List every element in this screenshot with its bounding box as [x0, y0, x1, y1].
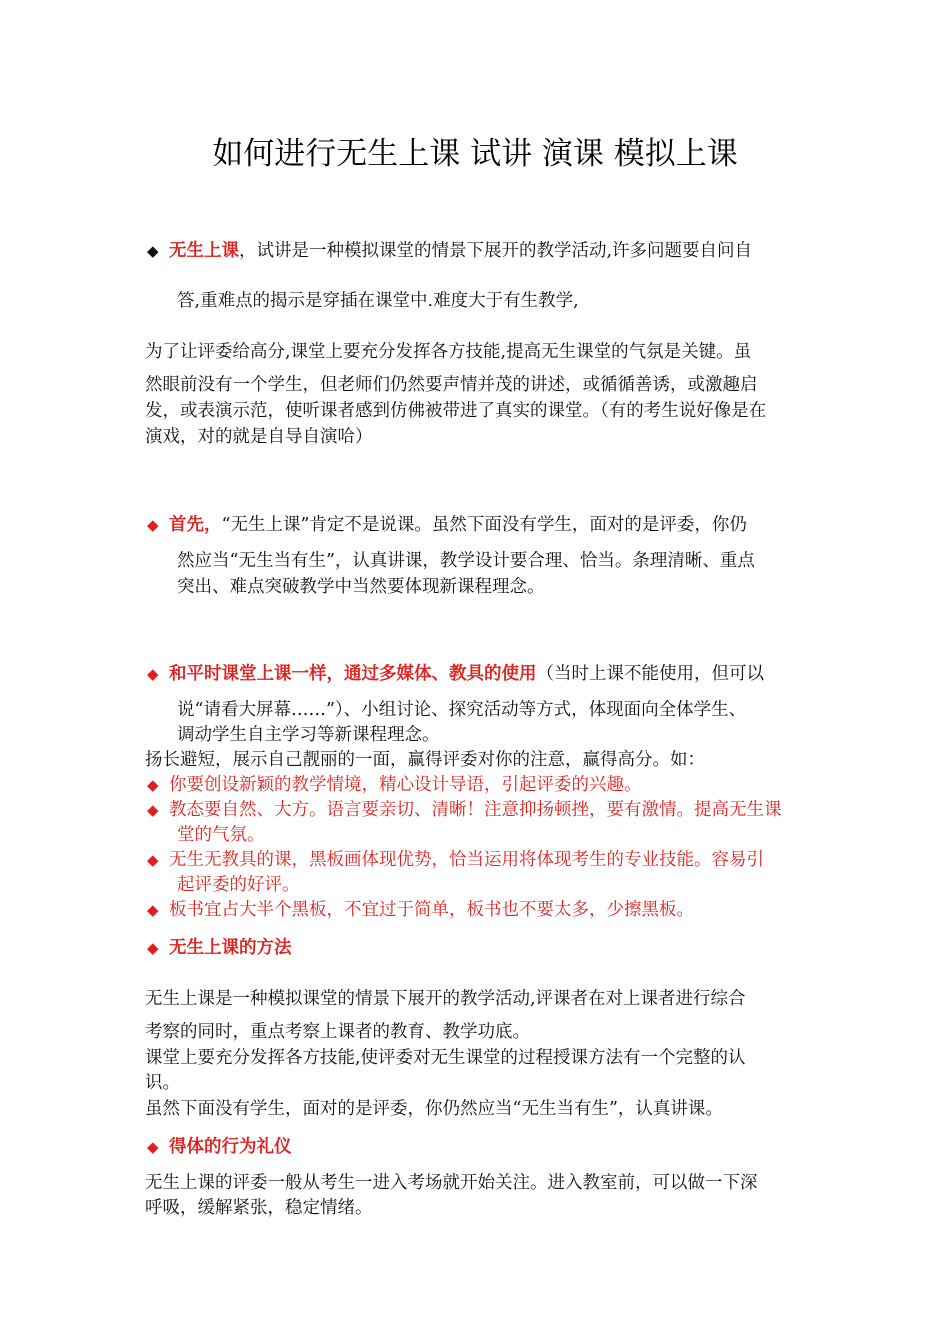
tip-1: ◆ 你要创设新颖的教学情境，精心设计导语，引起评委的兴趣。 [147, 772, 642, 798]
media-line-2: 说“请看大屏幕……”）、小组讨论、探究活动等方式，体现面向全体学生、 [177, 700, 747, 720]
strengths-line: 扬长避短，展示自己靓丽的一面，赢得评委对你的注意，赢得高分。如： [145, 750, 705, 770]
media-line-3: 调动学生自主学习等新课程理念。 [177, 725, 440, 745]
tip-3: ◆ 无生无教具的课，黑板画体现优势，恰当运用将体现考生的专业技能。容易引 [147, 847, 764, 873]
first-text: “无生上课”肯定不是说课。虽然下面没有学生，面对的是评委，你仍 [221, 515, 747, 535]
method-line-4: 识。 [145, 1073, 180, 1093]
diamond-bullet-icon: ◆ [147, 1138, 159, 1156]
intro-label: 无生上课 [169, 241, 239, 261]
tip-3-cont: 起评委的好评。 [177, 875, 300, 895]
first-line-3: 突出、难点突破教学中当然要体现新课程理念。 [177, 577, 545, 597]
heading-etiquette: ◆ 得体的行为礼仪 [147, 1134, 292, 1160]
media-label: 和平时课堂上课一样，通过多媒体、教具的使用 [169, 664, 537, 684]
diamond-bullet-icon: ◆ [147, 939, 159, 957]
diamond-bullet-icon: ◆ [147, 851, 159, 869]
media-line-1 [147, 661, 764, 687]
etiquette-line-1: 无生上课的评委一般从考生一进入考场就开始关注。进入教室前，可以做一下深 [145, 1173, 758, 1193]
diamond-bullet-icon: ◆ [147, 801, 159, 819]
first-label: 首先， [169, 515, 222, 535]
intro-line-1 [147, 238, 752, 264]
first-line-1 [147, 512, 747, 538]
intro-line-2: 答,重难点的揭示是穿插在课堂中.难度大于有生教学, [177, 291, 579, 311]
para2-line-3: 发，或表演示范，使听课者感到仿佛被带进了真实的课堂。（有的考生说好像是在 [145, 401, 767, 421]
method-line-3: 课堂上要充分发挥各方技能,使评委对无生课堂的过程授课方法有一个完整的认 [145, 1048, 746, 1068]
diamond-bullet-icon: ◆ [147, 665, 159, 683]
tip-2-cont: 堂的气氛。 [177, 825, 265, 845]
tip-4: ◆ 板书宜占大半个黑板，不宜过于简单，板书也不要太多，少擦黑板。 [147, 897, 694, 923]
diamond-bullet-icon: ◆ [147, 516, 159, 534]
intro-text: ，试讲是一种模拟课堂的情景下展开的教学活动,许多问题要自问自 [239, 241, 753, 261]
para2-line-2: 然眼前没有一个学生，但老师们仍然要声情并茂的讲述，或循循善诱，或激趣启 [145, 375, 758, 395]
media-text: （当时上课不能使用，但可以 [536, 664, 764, 684]
diamond-bullet-icon: ◆ [147, 242, 159, 260]
diamond-bullet-icon: ◆ [147, 901, 159, 919]
diamond-bullet-icon: ◆ [147, 776, 159, 794]
first-line-2: 然应当“无生当有生”，认真讲课，教学设计要合理、恰当。条理清晰、重点 [177, 551, 755, 571]
etiquette-line-2: 呼吸，缓解紧张，稳定情绪。 [145, 1198, 373, 1218]
para2-line-4: 演戏，对的就是自导自演哈） [145, 427, 373, 447]
heading-method: ◆ 无生上课的方法 [147, 935, 292, 961]
para2-line-1: 为了让评委给高分,课堂上要充分发挥各方技能,提高无生课堂的气氛是关键。虽 [145, 342, 752, 362]
method-line-1: 无生上课是一种模拟课堂的情景下展开的教学活动,评课者在对上课者进行综合 [145, 989, 746, 1009]
method-line-5: 虽然下面没有学生，面对的是评委，你仍然应当“无生当有生”，认真讲课。 [145, 1099, 723, 1119]
tip-2: ◆ 教态要自然、大方。语言要亲切、清晰！注意抑扬顿挫，要有激情。提高无生课 [147, 797, 782, 823]
document-title: 如何进行无生上课 试讲 演课 模拟上课 [212, 136, 738, 172]
method-line-2: 考察的同时，重点考察上课者的教育、教学功底。 [145, 1022, 530, 1042]
